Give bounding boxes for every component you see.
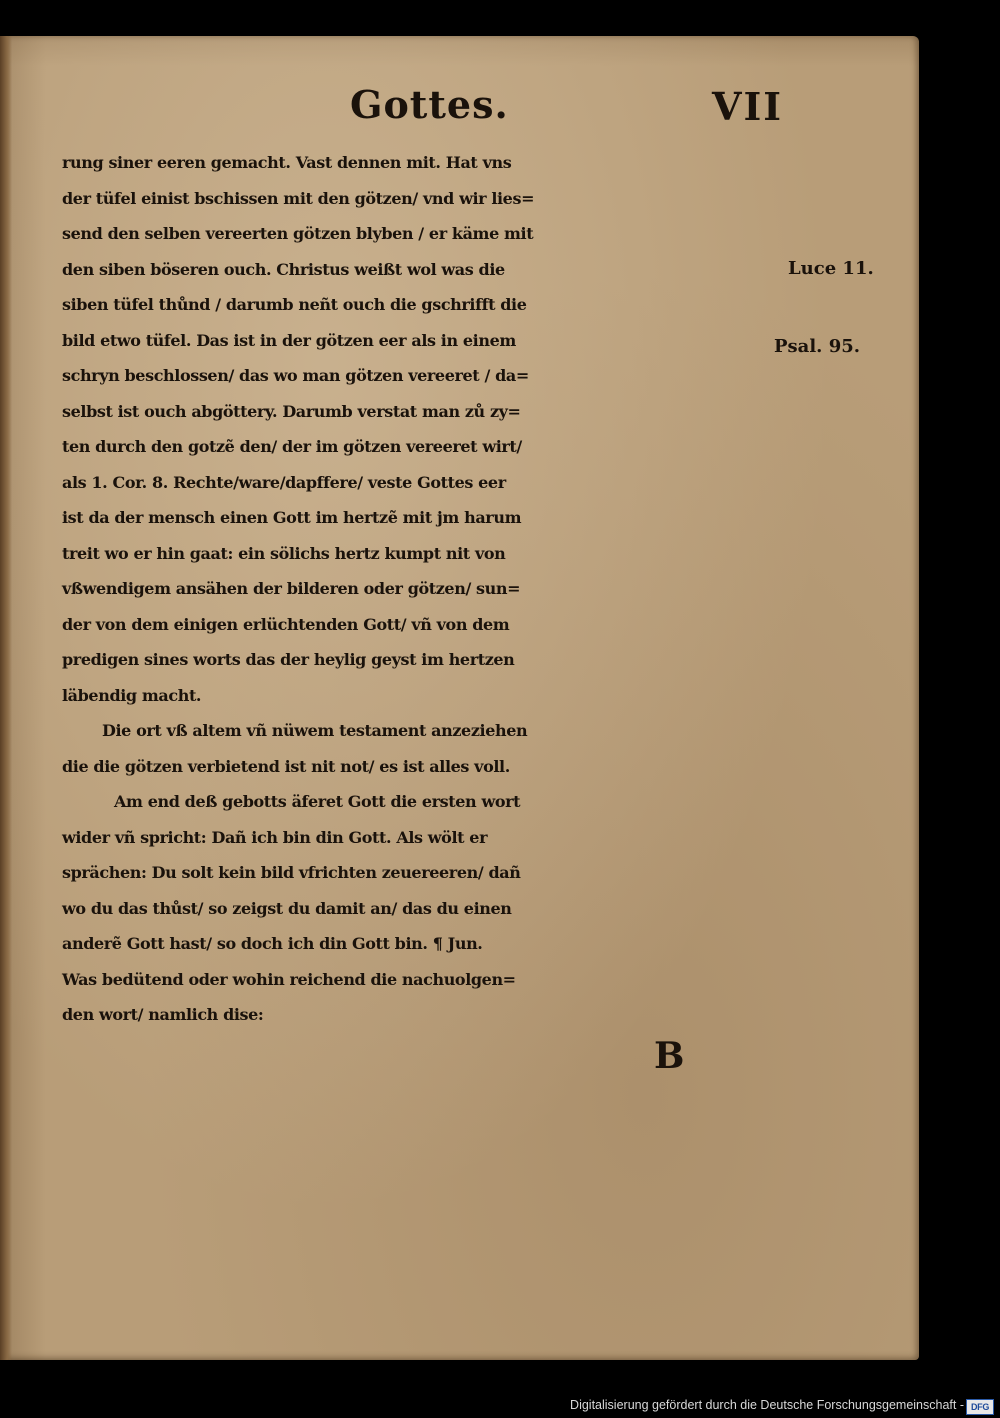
text-line: läbendig macht.	[62, 685, 202, 705]
text-line: die die götzen verbietend ist nit not/ es ist alles voll.	[62, 756, 510, 776]
text-line: ist da der mensch einen Gott im hertzẽ mit jm harum	[62, 508, 522, 527]
text-line: predigen sines worts das der heylig geyst im hertzen	[62, 650, 515, 669]
text-line: wo du das thůst/ so zeigst du damit an/ das du einen	[62, 898, 512, 918]
text-line: Was bedütend oder wohin reichend die nachuolgen=	[62, 969, 516, 989]
text-line: als 1. Cor. 8. Rechte/ware/dapffere/ veste Gottes eer	[62, 472, 506, 492]
margin-note-psal: Psal. 95.	[774, 336, 861, 357]
dfg-logo-icon: DFG	[966, 1399, 994, 1415]
text-line: den wort/ namlich dise:	[62, 1005, 264, 1024]
footer-credit: Digitalisierung gefördert durch die Deutsche Forschungsgemeinschaft -	[570, 1398, 964, 1412]
text-line: der von dem einigen erlüchtenden Gott/ vñ von dem	[62, 614, 510, 634]
text-line: ten durch den gotzẽ den/ der im götzen vereeret wirt/	[62, 437, 522, 456]
text-line: den siben böseren ouch. Christus weißt wol was die	[62, 259, 505, 279]
text-line: siben tüfel thůnd / darumb neñt ouch die gschrifft die	[62, 295, 527, 314]
text-line: der tüfel einist bschissen mit den götzen/ vnd wir lies=	[62, 188, 535, 208]
margin-note-luce: Luce 11.	[788, 258, 874, 279]
text-line: bild etwo tüfel. Das ist in der götzen eer als in einem	[62, 330, 516, 350]
text-line: vßwendigem ansähen der bilderen oder götzen/ sun=	[62, 579, 521, 598]
text-line-paragraph-start: Die ort vß altem vñ nüwem testament anzeziehen	[102, 721, 528, 740]
spine-edge	[0, 36, 12, 1360]
text-line: treit wo er hin gaat: ein sölichs hertz kumpt nit von	[62, 543, 506, 563]
text-line: sprächen: Du solt kein bild vfrichten zeuereeren/ dañ	[62, 863, 521, 882]
running-head: Gottes.	[350, 82, 509, 127]
text-line: rung siner eeren gemacht. Vast dennen mit. Hat vns	[62, 153, 512, 172]
text-line: schryn beschlossen/ das wo man götzen vereeret / da=	[62, 366, 529, 385]
signature-mark: B	[654, 1035, 685, 1077]
text-line-paragraph-start: Am end deß gebotts äferet Gott die ersten wort	[114, 792, 521, 811]
body-text	[62, 145, 782, 1033]
folio-number: VII	[712, 84, 784, 129]
text-line: anderẽ Gott hast/ so doch ich din Gott bin. ¶ Jun.	[62, 934, 483, 953]
text-line: send den selben vereerten götzen blyben / er käme mit	[62, 224, 534, 243]
text-line: selbst ist ouch abgöttery. Darumb verstat man zů zy=	[62, 401, 521, 421]
text-line: wider vñ spricht: Dañ ich bin din Gott. Als wölt er	[62, 827, 488, 847]
